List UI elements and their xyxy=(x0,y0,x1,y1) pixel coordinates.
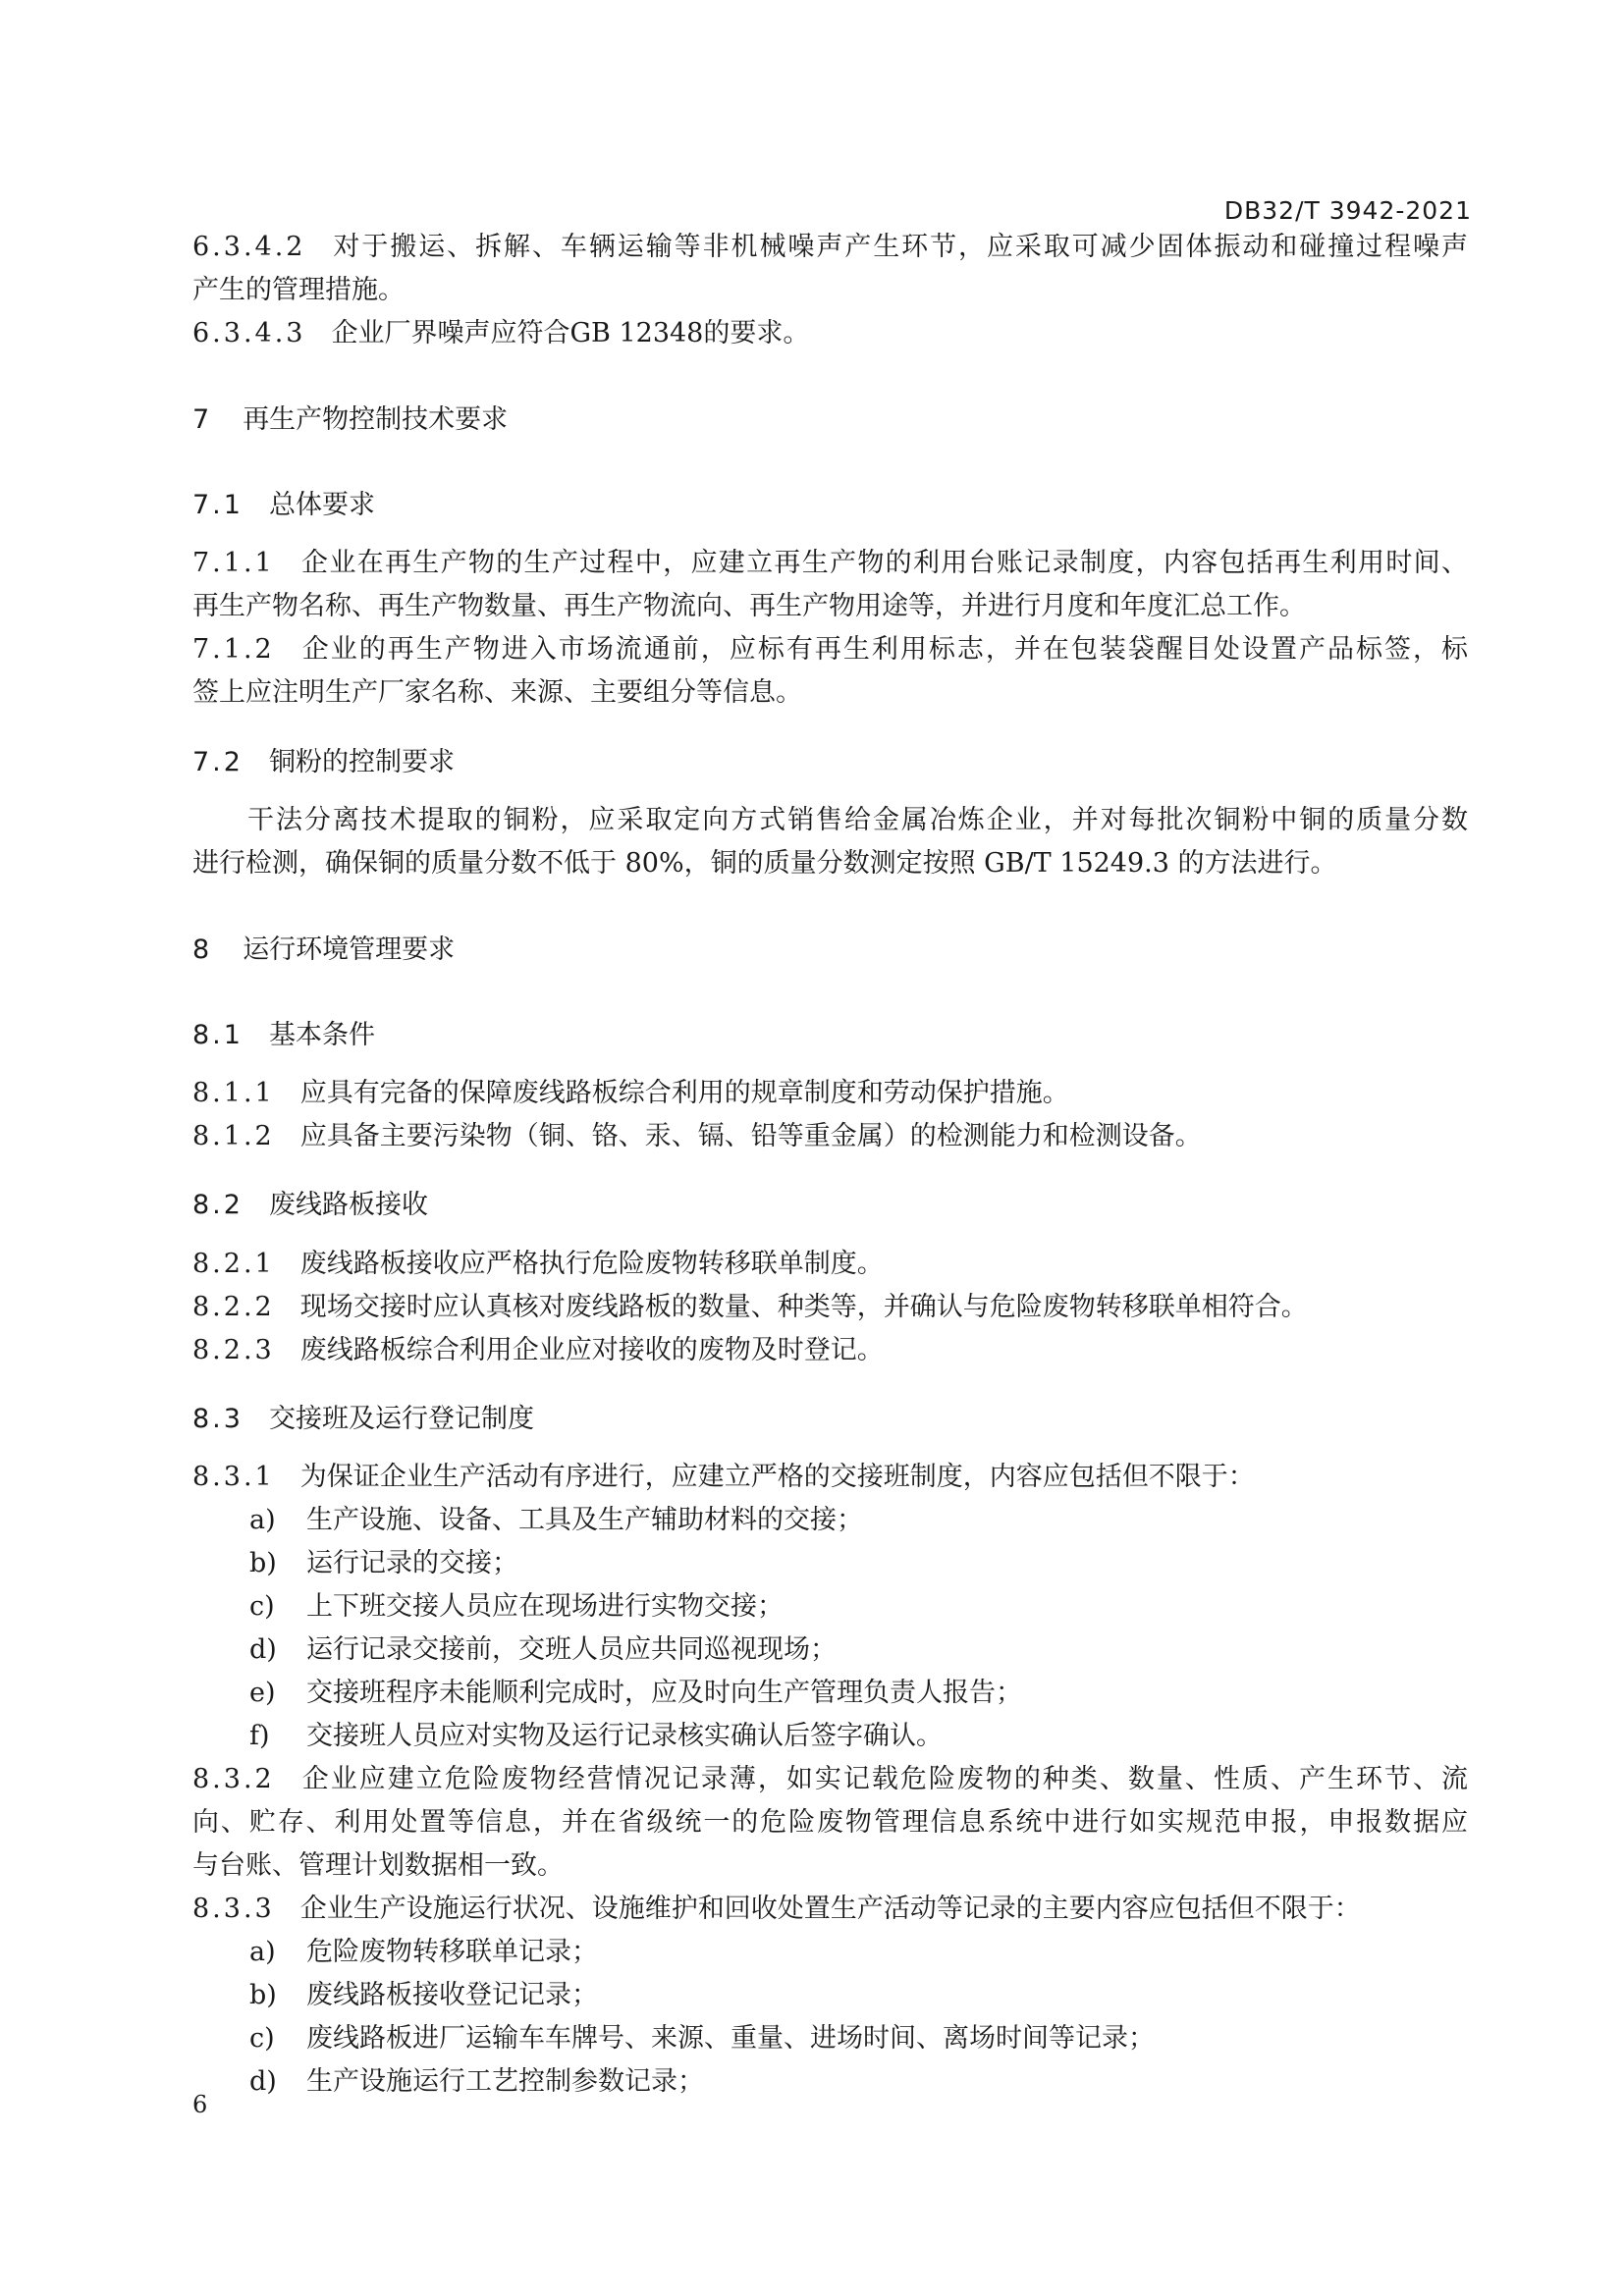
clause-8-1-2: 8.1.2 应具备主要污染物（铜、铬、汞、镉、铅等重金属）的检测能力和检测设备。 xyxy=(192,1121,1202,1151)
list-item: f) 交接班人员应对实物及运行记录核实确认后签字确认。 xyxy=(249,1721,943,1751)
list-item: b) 废线路板接收登记记录； xyxy=(249,1980,598,2010)
list-item: e) 交接班程序未能顺利完成时，应及时向生产管理负责人报告； xyxy=(249,1678,1022,1708)
document-header-code: DB32/T 3942-2021 xyxy=(1223,196,1472,225)
clause-6-3-4-2-line-1: 6.3.4.2 对于搬运、拆解、车辆运输等非机械噪声产生环节，应采取可减少固体振动和碰撞过程噪声 xyxy=(192,232,1468,262)
clause-8-3-2-line-1: 8.3.2 企业应建立危险废物经营情况记录薄，如实记载危险废物的种类、数量、性质、产生环节、流 xyxy=(192,1764,1468,1794)
clause-8-3-2-line-2: 向、贮存、利用处置等信息，并在省级统一的危险废物管理信息系统中进行如实规范申报，申报数据应 xyxy=(192,1807,1468,1838)
list-item: d) 运行记录交接前，交班人员应共同巡视现场； xyxy=(249,1634,837,1665)
section-7-2-heading: 7.2 铜粉的控制要求 xyxy=(192,747,455,777)
clause-7-1-2-line-1: 7.1.2 企业的再生产物进入市场流通前，应标有再生利用标志，并在包装袋醒目处设置产品标签，标 xyxy=(192,634,1468,665)
section-8-3-heading: 8.3 交接班及运行登记制度 xyxy=(192,1404,534,1434)
clause-8-2-3: 8.2.3 废线路板综合利用企业应对接收的废物及时登记。 xyxy=(192,1335,884,1365)
section-8-heading: 8 运行环境管理要求 xyxy=(192,934,456,965)
clause-8-2-2: 8.2.2 现场交接时应认真核对废线路板的数量、种类等，并确认与危险废物转移联单相符合。 xyxy=(192,1292,1308,1322)
page-number: 6 xyxy=(192,2091,208,2118)
section-8-2-heading: 8.2 废线路板接收 xyxy=(192,1190,428,1220)
list-item: c) 上下班交接人员应在现场进行实物交接； xyxy=(249,1591,784,1622)
list-item: a) 生产设施、设备、工具及生产辅助材料的交接； xyxy=(249,1505,863,1535)
list-item: a) 危险废物转移联单记录； xyxy=(249,1937,598,1967)
paragraph-7-2-line-1: 干法分离技术提取的铜粉，应采取定向方式销售给金属冶炼企业，并对每批次铜粉中铜的质量分数 xyxy=(247,805,1468,835)
list-item: b) 运行记录的交接； xyxy=(249,1548,518,1578)
clause-6-3-4-3: 6.3.4.3 企业厂界噪声应符合GB 12348的要求。 xyxy=(192,318,810,348)
clause-6-3-4-2-line-2: 产生的管理措施。 xyxy=(192,275,405,305)
clause-8-1-1: 8.1.1 应具有完备的保障废线路板综合利用的规章制度和劳动保护措施。 xyxy=(192,1078,1069,1108)
paragraph-7-2-line-2: 进行检测，确保铜的质量分数不低于 80%，铜的质量分数测定按照 GB/T 15249.3 的方法进行。 xyxy=(192,848,1337,879)
list-item: c) 废线路板进厂运输车车牌号、来源、重量、进场时间、离场时间等记录； xyxy=(249,2023,1155,2054)
clause-7-1-1-line-1: 7.1.1 企业在再生产物的生产过程中，应建立再生产物的利用台账记录制度，内容包括再生利用时间、 xyxy=(192,548,1468,578)
clause-8-3-2-line-3: 与台账、管理计划数据相一致。 xyxy=(192,1850,564,1881)
list-item: d) 生产设施运行工艺控制参数记录； xyxy=(249,2066,704,2097)
section-8-1-heading: 8.1 基本条件 xyxy=(192,1020,375,1050)
clause-7-1-1-line-2: 再生产物名称、再生产物数量、再生产物流向、再生产物用途等，并进行月度和年度汇总工作。 xyxy=(192,591,1306,621)
section-7-1-heading: 7.1 总体要求 xyxy=(192,490,375,520)
clause-8-2-1: 8.2.1 废线路板接收应严格执行危险废物转移联单制度。 xyxy=(192,1249,884,1279)
clause-7-1-2-line-2: 签上应注明生产厂家名称、来源、主要组分等信息。 xyxy=(192,677,802,708)
clause-8-3-3: 8.3.3 企业生产设施运行状况、设施维护和回收处置生产活动等记录的主要内容应包括但不限于： xyxy=(192,1894,1361,1924)
section-7-heading: 7 再生产物控制技术要求 xyxy=(192,404,509,435)
clause-8-3-1: 8.3.1 为保证企业生产活动有序进行，应建立严格的交接班制度，内容应包括但不限于： xyxy=(192,1462,1255,1492)
